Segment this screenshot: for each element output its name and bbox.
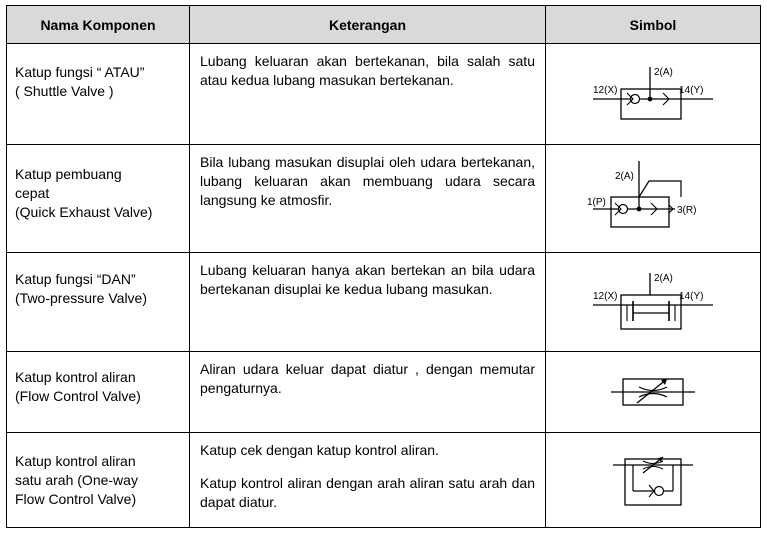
port-label-right: 3(R) — [677, 204, 697, 216]
port-label-top: 2(A) — [615, 170, 634, 182]
table-row — [7, 145, 761, 253]
component-description: Bila lubang masukan disuplai oleh udara bertekanan, lubang keluaran akan membuang udara secara langsung ke atmosfir. — [190, 145, 546, 253]
components-table — [6, 5, 761, 528]
table-row — [7, 44, 761, 145]
port-label-top: 2(A) — [654, 67, 673, 78]
header-component: Nama Komponen — [7, 6, 190, 44]
component-symbol — [546, 433, 761, 528]
port-label-left: 12(X) — [593, 85, 618, 96]
component-description: Lubang keluaran hanya akan bertekan an bila udara bertekanan disuplai ke kedua lubang masukan. — [190, 253, 546, 352]
port-label-left: 1(P) — [587, 196, 606, 208]
table-row — [7, 433, 761, 528]
component-symbol — [546, 253, 761, 352]
header-symbol: Simbol — [546, 6, 761, 44]
port-label-right: 14(Y) — [679, 85, 704, 96]
table-row — [7, 352, 761, 433]
component-description: Lubang keluaran akan bertekanan, bila salah satu atau kedua lubang masukan bertekanan. — [190, 44, 546, 145]
component-description: Aliran udara keluar dapat diatur , dengan memutar pengaturnya. — [190, 352, 546, 433]
header-description: Keterangan — [190, 6, 546, 44]
header-row — [7, 6, 761, 44]
port-label-left: 12(X) — [593, 291, 618, 302]
component-symbol — [546, 352, 761, 433]
component-name: Katup kontrol aliran (Flow Control Valve) — [7, 352, 190, 433]
flow-control-valve-icon — [583, 367, 723, 417]
quick-exhaust-valve-icon — [583, 157, 723, 241]
component-name: Katup fungsi “DAN” (Two-pressure Valve) — [7, 253, 190, 352]
component-symbol — [546, 44, 761, 145]
table-row — [7, 253, 761, 352]
two-pressure-valve-icon — [583, 267, 723, 337]
component-name: Katup kontrol aliran satu arah (One-way Flow Control Valve) — [7, 433, 190, 528]
component-symbol — [546, 145, 761, 253]
component-name: Katup fungsi “ ATAU” ( Shuttle Valve ) — [7, 44, 190, 145]
component-name: Katup pembuang cepat (Quick Exhaust Valve) — [7, 145, 190, 253]
component-description: Katup cek dengan katup kontrol aliran. Katup kontrol aliran dengan arah aliran satu arah dan dapat diatur. — [190, 433, 546, 528]
shuttle-valve-icon — [583, 59, 723, 129]
port-label-top: 2(A) — [654, 273, 673, 284]
port-label-right: 14(Y) — [679, 291, 704, 302]
one-way-flow-control-valve-icon — [583, 445, 723, 515]
